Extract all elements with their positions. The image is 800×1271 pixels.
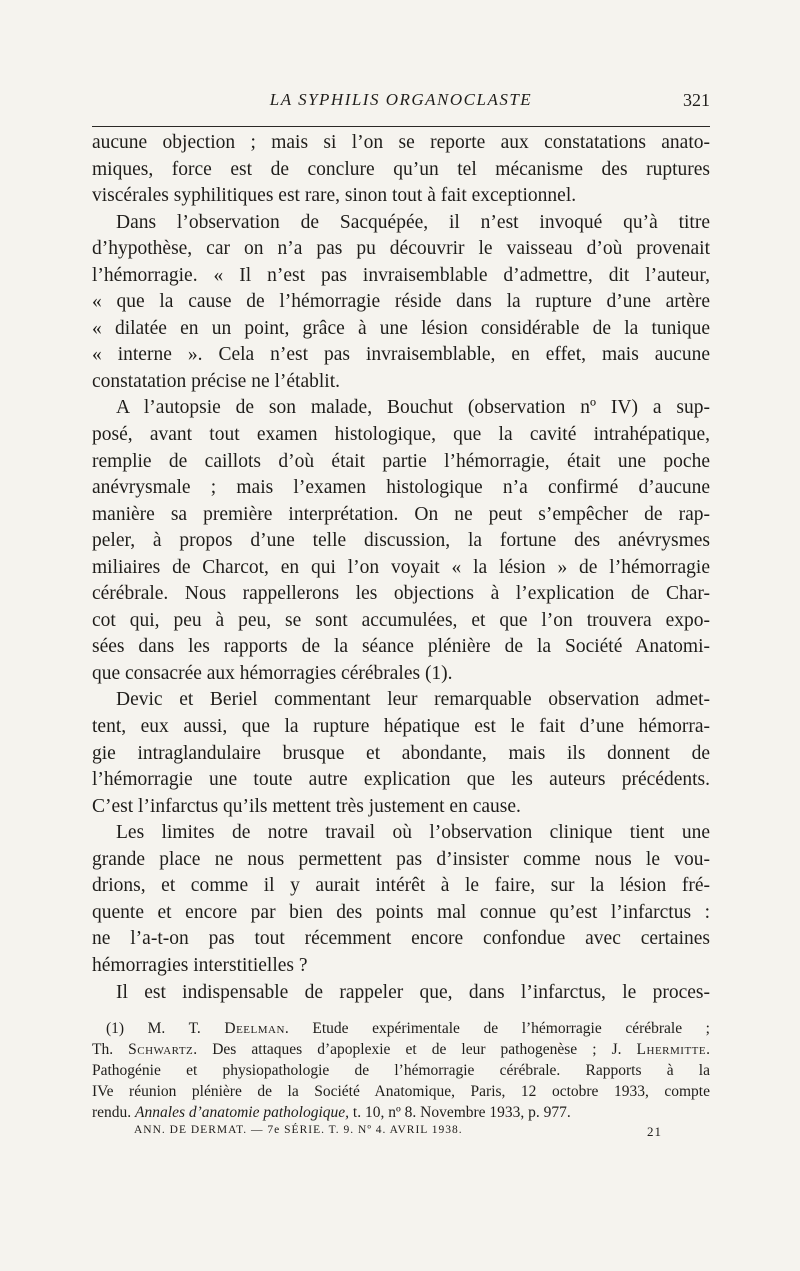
text-line: « dilatée en un point, grâce à une lésion considérable de la tunique <box>92 317 710 339</box>
text-line: Les limites de notre travail où l’observation clinique tient une <box>116 822 710 844</box>
text-line: tent, eux aussi, que la rupture hépatique est le fait d’une hémorra- <box>92 716 710 738</box>
footnote-line: IVe réunion plénière de la Société Anatomique, Paris, 12 octobre 1933, compte <box>92 1083 710 1100</box>
text-line: que consacrée aux hémorragies cérébrales (1). <box>92 662 453 684</box>
text-line: hémorragies interstitielles ? <box>92 954 308 976</box>
text-line: « que la cause de l’hémorragie réside dans la rupture d’une artère <box>92 291 710 313</box>
text-line: sées dans les rapports de la séance plénière de la Société Anatomi- <box>92 636 710 658</box>
journal-signature: ANN. DE DERMAT. — 7e SÉRIE. T. 9. Nº 4. AVRIL 1938. <box>134 1124 463 1136</box>
text-line: viscérales syphilitiques est rare, sinon tout à fait exceptionnel. <box>92 185 577 207</box>
text-line: remplie de caillots d’où était partie l’hémorragie, était une poche <box>92 450 710 472</box>
footnote-line <box>92 1102 710 1123</box>
footnote <box>92 1018 710 1123</box>
text-line: Il est indispensable de rappeler que, dans l’infarctus, le proces- <box>116 981 710 1003</box>
footnote-text: . Des attaques d’apoplexie et de leur pathogenèse ; J. <box>193 1041 637 1058</box>
text-line: ne l’a-t-on pas tout récemment encore confondue avec certaines <box>92 928 710 950</box>
text-line: A l’autopsie de son malade, Bouchut (observation nº IV) a sup- <box>116 397 710 419</box>
text-line: constatation précise ne l’établit. <box>92 370 340 392</box>
text-line: posé, avant tout examen histologique, que la cavité intrahépatique, <box>92 424 710 446</box>
text-line: miliaires de Charcot, en qui l’on voyait « la lésion » de l’hémorragie <box>92 556 710 578</box>
author-name: Deelman <box>224 1020 285 1037</box>
text-line: drions, et comme il y aurait intérêt à le faire, sur la lésion fré- <box>92 875 710 897</box>
header-rule <box>92 126 710 127</box>
text-line: cérébrale. Nous rappellerons les objections à l’explication de Char- <box>92 583 710 605</box>
text-line: « interne ». Cela n’est pas invraisemblable, en effet, mais aucune <box>92 344 710 366</box>
text-line: miques, force est de conclure qu’un tel mécanisme des ruptures <box>92 158 710 180</box>
footnote-line <box>92 1039 710 1060</box>
footnote-text: t. 10, nº 8. Novembre 1933, p. 977. <box>349 1104 571 1121</box>
text-line: l’hémorragie. « Il n’est pas invraisemblable d’admettre, dit l’auteur, <box>92 264 710 286</box>
page-header <box>92 90 710 116</box>
text-line: manière sa première interprétation. On ne peut s’empêcher de rap- <box>92 503 710 525</box>
footnote-text: . <box>706 1041 710 1058</box>
text-line: aucune objection ; mais si l’on se reporte aux constatations anato- <box>92 132 710 153</box>
text-line: grande place ne nous permettent pas d’insister comme nous le vou- <box>92 848 710 870</box>
text-line: Devic et Beriel commentant leur remarquable observation admet- <box>116 689 710 711</box>
text-line: peler, à propos d’une telle discussion, la fortune des anévrysmes <box>92 530 710 552</box>
text-line: l’hémorragie une toute autre explication que les auteurs précédents. <box>92 769 710 791</box>
footnote-text: . Etude expérimentale de l’hémorragie cérébrale ; <box>284 1020 710 1037</box>
text-line: quente et encore par bien des points mal connue qu’est l’infarctus : <box>92 901 710 923</box>
text-line: d’hypothèse, car on n’a pas pu découvrir le vaisseau d’où provenait <box>92 238 710 260</box>
author-name: Schwartz <box>128 1041 194 1058</box>
footnote-text: Th. <box>92 1041 129 1058</box>
text-line: anévrysmale ; mais l’examen histologique n’a confirmé d’aucune <box>92 477 710 499</box>
journal-title: Annales d’anatomie pathologique, <box>135 1104 350 1121</box>
footnote-line <box>92 1018 710 1039</box>
footnote-text: rendu. <box>92 1104 136 1121</box>
signature-number: 21 <box>647 1124 662 1139</box>
text-line: C’est l’infarctus qu’ils mettent très justement en cause. <box>92 795 521 817</box>
page-number: 321 <box>683 90 710 110</box>
body-text <box>92 130 710 1006</box>
text-line: Dans l’observation de Sacquépée, il n’est invoqué qu’à titre <box>116 211 710 233</box>
text-line: cot qui, peu à peu, se sont accumulées, et que l’on trouvera expo- <box>92 609 710 631</box>
author-name: Lhermitte <box>636 1041 707 1058</box>
text-line: gie intraglandulaire brusque et abondante, mais ils donnent de <box>92 742 710 764</box>
footnote-line: Pathogénie et physiopathologie de l’hémorragie cérébrale. Rapports à la <box>92 1062 710 1079</box>
footnote-text: (1) M. T. <box>106 1020 225 1037</box>
running-title: LA SYPHILIS ORGANOCLASTE <box>269 90 533 109</box>
